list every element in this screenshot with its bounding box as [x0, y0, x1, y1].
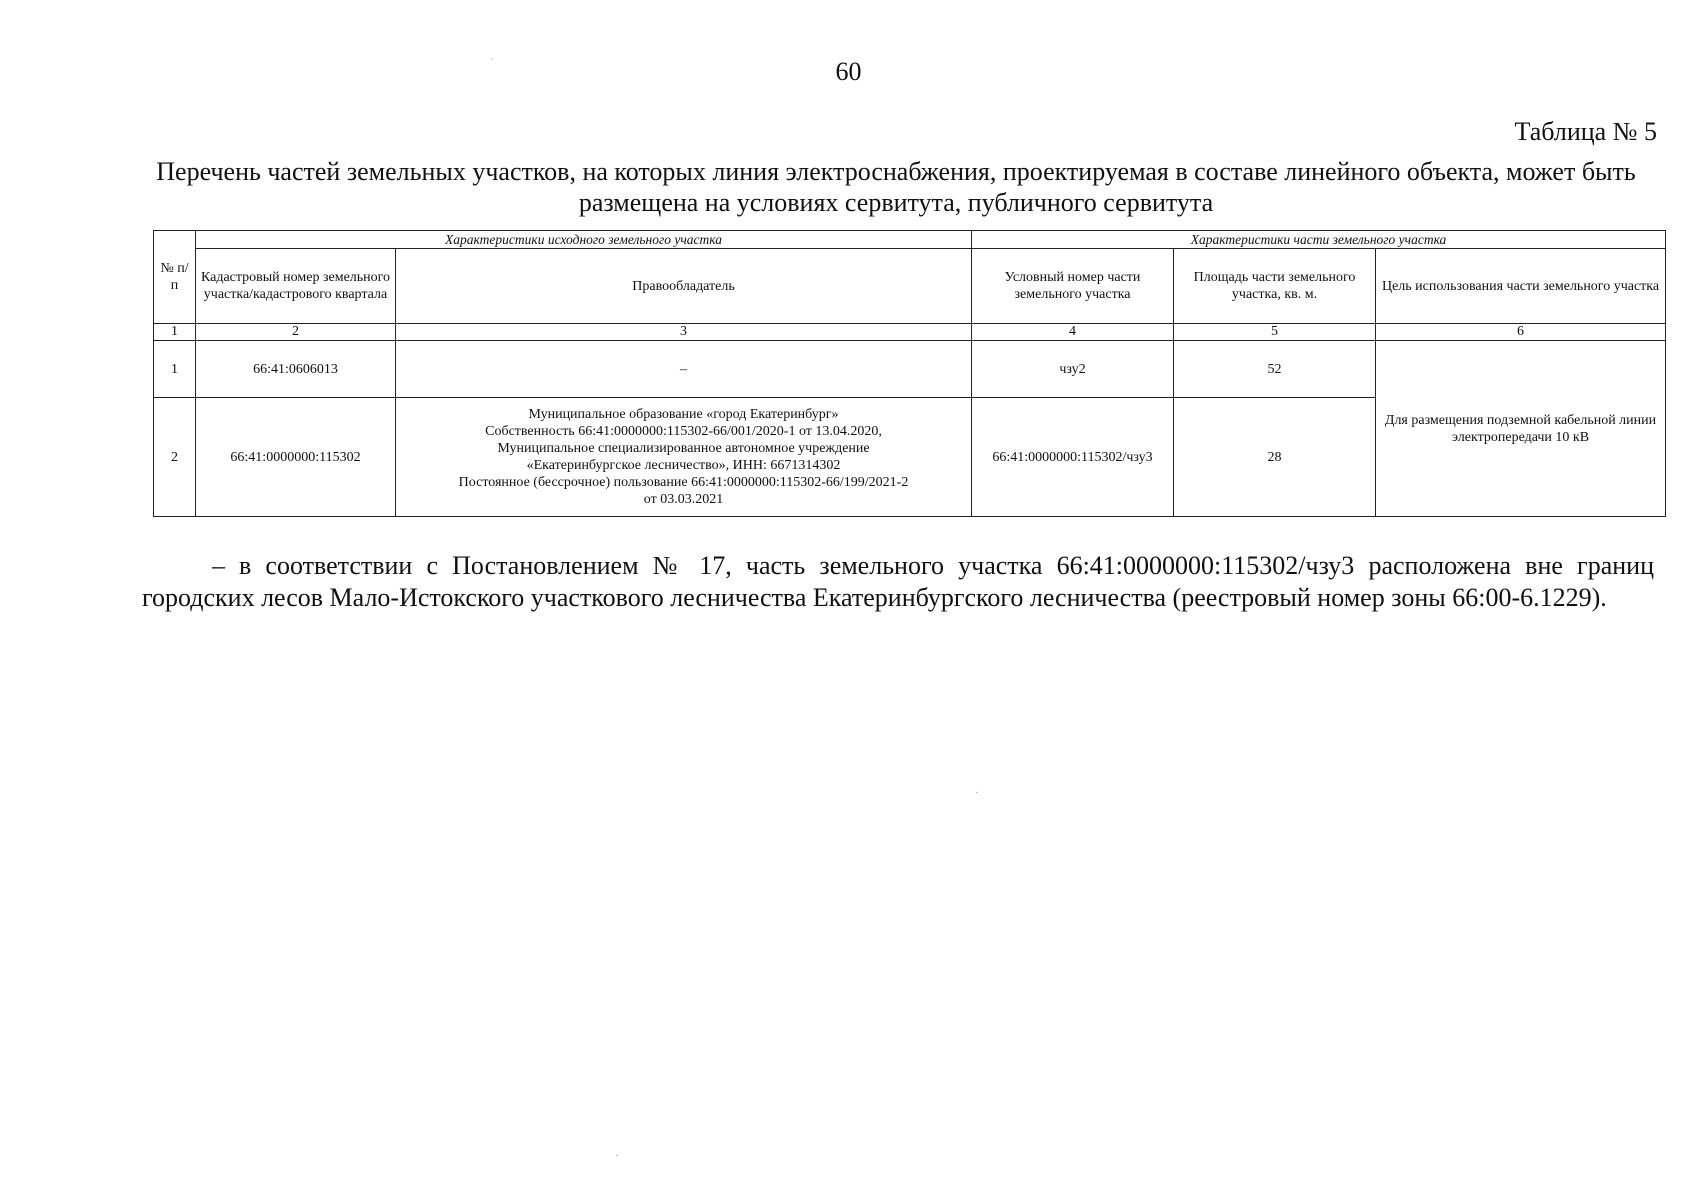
footnote-paragraph [142, 550, 1654, 614]
table-row [154, 341, 1666, 398]
owner-line: – [680, 361, 687, 377]
col-header-num: № п/п [154, 231, 196, 324]
group-header-original-plot: Характеристики исходного земельного участка [196, 231, 972, 249]
owner-line: от 03.03.2021 [643, 492, 724, 507]
table-label: Таблица № 5 [1514, 117, 1657, 146]
row-part-number: чзу2 [972, 341, 1174, 398]
row-area: 28 [1174, 398, 1376, 517]
row-area: 52 [1174, 341, 1376, 398]
footnote-text: в соответствии с Постановлением № 17, часть земельного участка 66:41:0000000:115302/чзу3 расположена вне границ городских лесов Мало-Истокского участкового лесничества Екатеринбургского лесничества (реестровый номер зоны 66:00-6.1229). [142, 551, 1654, 612]
col-header-purpose: Цель использования части земельного участка [1376, 249, 1666, 324]
column-number: 6 [1376, 324, 1666, 341]
document-title: Перечень частей земельных участков, на которых линия электроснабжения, проектируемая в составе линейного объекта, может быть размещена на условиях сервитута, публичного сервитута [156, 157, 1636, 217]
col-header-area: Площадь части земельного участка, кв. м. [1174, 249, 1376, 324]
column-number: 5 [1174, 324, 1376, 341]
scan-speck: · [615, 1150, 619, 1162]
col-header-part-number: Условный номер части земельного участка [972, 249, 1174, 324]
column-number: 1 [154, 324, 196, 341]
row-part-number: 66:41:0000000:115302/чзу3 [972, 398, 1174, 517]
page-number: 60 [835, 57, 862, 86]
column-number: 2 [196, 324, 396, 341]
owner-line: Муниципальное специализированное автономное учреждение [497, 441, 870, 456]
column-number-row [154, 324, 1666, 341]
scan-speck: ˊ [490, 57, 494, 69]
owner-line: Муниципальное образование «город Екатеринбург» [528, 407, 839, 422]
column-number: 4 [972, 324, 1174, 341]
footnote-dash: – [212, 551, 225, 580]
row-owner [396, 398, 972, 517]
group-header-plot-part: Характеристики части земельного участка [972, 231, 1666, 249]
servitude-table [153, 230, 1666, 517]
column-number: 3 [396, 324, 972, 341]
group-header-row [154, 231, 1666, 249]
column-header-row [154, 249, 1666, 324]
row-cadastral: 66:41:0000000:115302 [196, 398, 396, 517]
row-owner [396, 341, 972, 398]
owner-line: Постоянное (бессрочное) пользование 66:41:0000000:115302-66/199/2021-2 [458, 475, 909, 490]
row-num: 1 [154, 341, 196, 398]
owner-line: Собственность 66:41:0000000:115302-66/001/2020-1 от 13.04.2020, [485, 424, 882, 439]
row-num: 2 [154, 398, 196, 517]
row-purpose: Для размещения подземной кабельной линии электропередачи 10 кВ [1376, 341, 1666, 517]
row-cadastral: 66:41:0606013 [196, 341, 396, 398]
col-header-cadastral: Кадастровый номер земельного участка/кадастрового квартала [196, 249, 396, 324]
owner-line: «Екатеринбургское лесничество», ИНН: 6671314302 [526, 458, 841, 473]
scan-speck: · [975, 787, 979, 799]
col-header-owner: Правообладатель [396, 249, 972, 324]
